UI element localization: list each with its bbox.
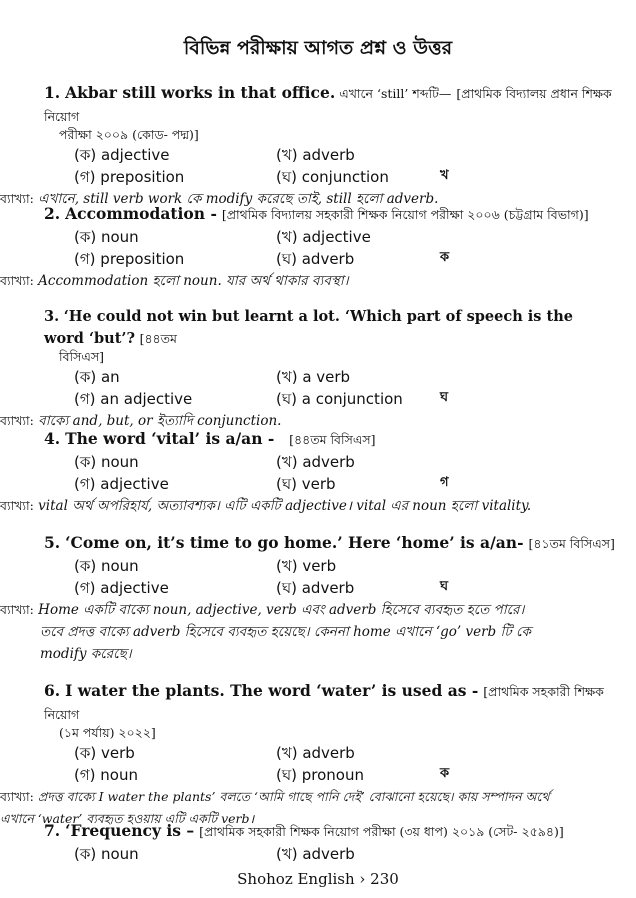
question-number: 6.	[44, 681, 61, 700]
explanation	[0, 270, 616, 292]
option-gha: (ঘ) adverb	[276, 250, 355, 268]
option-kha: (খ) adverb	[276, 845, 355, 863]
question-source: [৪১তম বিসিএস]	[528, 536, 615, 551]
question-number: 5.	[44, 533, 61, 552]
explanation-text: Home একটি বাক্যে noun, adjective, verb এবং adverb হিসেবে ব্যবহৃত হতে পারে।	[33, 602, 525, 618]
answer-key: ক	[440, 250, 450, 265]
question-5	[0, 532, 616, 665]
options-row	[44, 843, 616, 865]
option-ka: (ক) noun	[74, 845, 139, 863]
question-text: The word ‘vital’ is a/an -	[65, 429, 275, 448]
question-2	[0, 203, 616, 292]
question-number: 1.	[44, 83, 61, 102]
option-ka: (ক) noun	[74, 228, 139, 246]
option-kha: (খ) adverb	[276, 453, 355, 471]
options-row	[44, 473, 616, 495]
question-6	[0, 680, 616, 830]
question-text: Akbar still works in that office.	[65, 83, 336, 102]
answer-key: ক	[440, 766, 450, 781]
option-gha: (ঘ) pronoun	[276, 766, 364, 784]
explanation-text: প্রদত্ত বাক্যে I water the plants’ বলতে ‘আমি গাছে পানি দেই’ বোঝানো হয়েছে। কায় সম্পাদন অর্থে	[33, 789, 550, 804]
question-number: 2.	[44, 204, 61, 223]
answer-key: গ	[440, 475, 449, 490]
options-row	[44, 366, 616, 388]
explanation-text: Accommodation হলো noun. যার অর্থ থাকার ব্যবস্থা।	[33, 273, 349, 289]
page-footer: Shohoz English › 230	[237, 870, 399, 888]
question-3	[0, 306, 616, 432]
question-source: [প্রাথমিক সহকারী শিক্ষক নিয়োগ	[44, 684, 604, 722]
question-number: 4.	[44, 429, 61, 448]
option-ga: (গ) preposition	[74, 250, 185, 268]
explanation	[0, 495, 616, 517]
explanation-label: ব্যাখ্যা:	[0, 191, 34, 206]
explanation-label: ব্যাখ্যা:	[0, 602, 34, 617]
option-kha: (খ) a verb	[276, 368, 351, 386]
option-ga: (গ) adjective	[74, 475, 169, 493]
options-row	[44, 388, 616, 410]
option-ka: (ক) noun	[74, 557, 139, 575]
question-text: ‘Frequency is –	[65, 821, 195, 840]
option-ka: (ক) verb	[74, 744, 135, 762]
page-title: বিভিন্ন পরীক্ষায় আগত প্রশ্ন ও উত্তর	[183, 37, 453, 59]
option-kha: (খ) adverb	[276, 744, 355, 762]
explanation-text: vital অর্থ অপরিহার্য, অত্যাবশ্যক। এটি একটি adjective। vital এর noun হলো vitality.	[33, 498, 532, 514]
question-text: Accommodation -	[65, 204, 217, 223]
question-number: 7.	[44, 821, 61, 840]
question-1	[0, 82, 616, 210]
explanation-label: ব্যাখ্যা:	[0, 413, 34, 428]
explanation-continued: modify করেছে।	[40, 646, 132, 662]
answer-key: ঘ	[440, 390, 449, 405]
question-source: [প্রাথমিক বিদ্যালয় সহকারী শিক্ষক নিয়োগ পরীক্ষা ২০০৬ (চট্টগ্রাম বিভাগ)]	[221, 207, 589, 222]
options-row	[44, 764, 616, 786]
explanation-continued: এখানে ‘water’ ব্যবহৃত হওয়ায় এটি একটি verb।	[0, 811, 255, 826]
explanation	[0, 599, 616, 665]
option-kha: (খ) verb	[276, 557, 337, 575]
option-ga: (গ) an adjective	[74, 390, 193, 408]
question-tail: এখানে ‘still’ শব্দটি—	[335, 86, 452, 101]
option-gha: (ঘ) verb	[276, 475, 336, 493]
options-row	[44, 226, 616, 248]
options-row	[44, 742, 616, 764]
question-text: ‘He could not win but learnt a lot. ‘Which part of speech is the word ‘but’?	[44, 308, 573, 347]
option-ka: (ক) noun	[74, 453, 139, 471]
option-ga: (গ) noun	[74, 766, 139, 784]
question-source: [৪৪তম বিসিএস]	[289, 432, 376, 447]
answer-key: ঘ	[440, 579, 449, 594]
option-ka: (ক) an	[74, 368, 120, 386]
answer-key: খ	[440, 168, 449, 183]
option-gha: (ঘ) a conjunction	[276, 390, 403, 408]
options-row	[44, 166, 616, 188]
options-row	[44, 248, 616, 270]
options-row	[44, 144, 616, 166]
explanation-continued: তবে প্রদত্ত বাক্যে adverb হিসেবে ব্যবহৃত হয়েছে। কেননা home এখানে ‘go’ verb টি কে	[40, 624, 531, 640]
question-7	[44, 820, 616, 865]
explanation-text: বাক্যে and, but, or ইত্যাদি conjunction.	[33, 413, 282, 429]
option-ka: (ক) adjective	[74, 146, 170, 164]
options-row	[44, 577, 616, 599]
explanation-label: ব্যাখ্যা:	[0, 789, 34, 804]
explanation-text: এখানে, still verb work কে modify করেছে তাই, still হলো adverb.	[33, 191, 439, 207]
option-gha: (ঘ) conjunction	[276, 168, 389, 186]
question-text: ‘Come on, it’s time to go home.’ Here ‘home’ is a/an-	[65, 533, 524, 552]
options-row	[44, 451, 616, 473]
question-number: 3.	[44, 308, 60, 325]
option-gha: (ঘ) adverb	[276, 579, 355, 597]
explanation-label: ব্যাখ্যা:	[0, 498, 34, 513]
question-text: I water the plants. The word ‘water’ is used as -	[65, 681, 479, 700]
question-source-cont: (১ম পর্যায়) ২০২২]	[59, 725, 156, 740]
question-source: [প্রাথমিক সহকারী শিক্ষক নিয়োগ পরীক্ষা (৩য় ধাপ) ২০১৯ (সেট- ২৫৯৪)]	[199, 824, 564, 839]
option-ga: (গ) preposition	[74, 168, 185, 186]
option-kha: (খ) adverb	[276, 146, 355, 164]
question-source-cont: পরীক্ষা ২০০৯ (কোড- পদ্ম)]	[59, 127, 199, 142]
question-source: [প্রাথমিক বিদ্যালয় প্রধান শিক্ষক নিয়োগ	[44, 86, 612, 124]
question-source: [৪৪তম	[139, 331, 177, 346]
options-row	[44, 555, 616, 577]
option-kha: (খ) adjective	[276, 228, 371, 246]
question-4	[0, 428, 616, 517]
option-ga: (গ) adjective	[74, 579, 169, 597]
explanation-label: ব্যাখ্যা:	[0, 273, 34, 288]
question-source-cont: বিসিএস]	[59, 349, 105, 364]
